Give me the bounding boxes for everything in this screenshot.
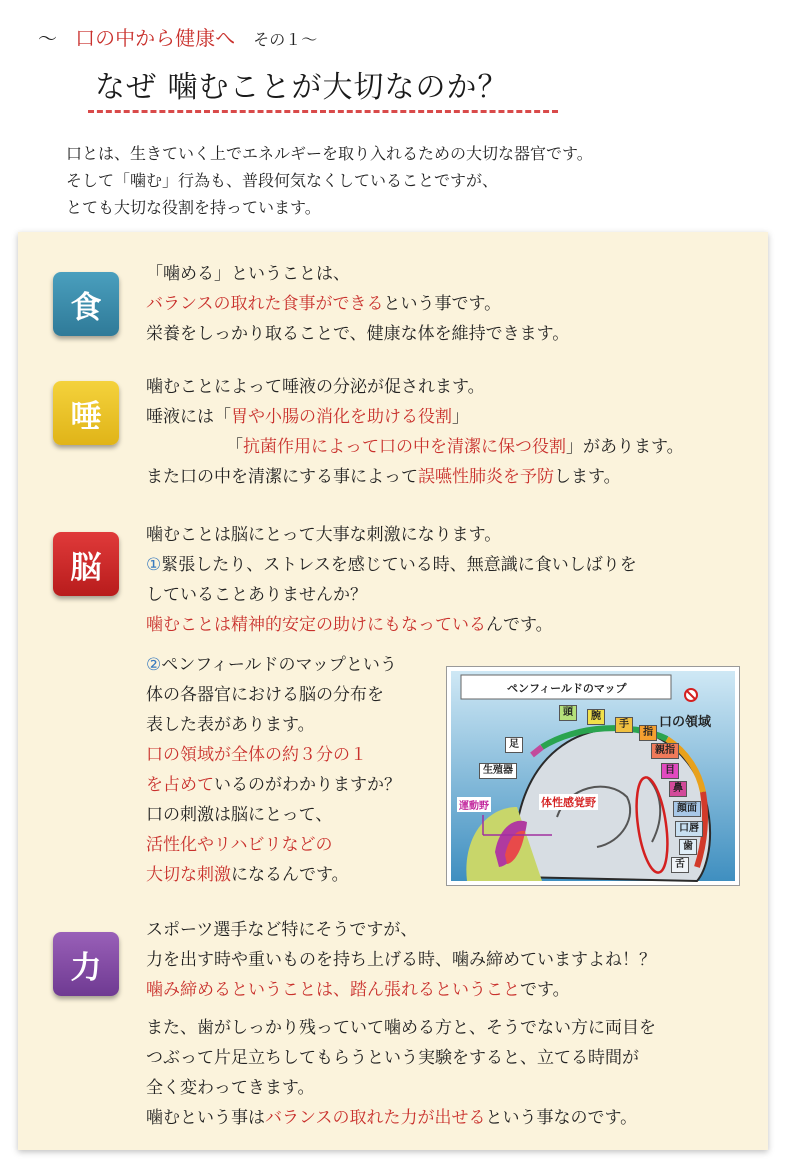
power-section-text: [146, 915, 656, 1005]
saliva-pre: 唾液には「: [146, 407, 231, 427]
intro-line: とても大切な役割を持っています。: [66, 198, 321, 217]
map-label: 口唇: [675, 821, 703, 837]
brain-line-rest: 緊張したり、ストレスを感じている時、無意識に食いしばりを: [161, 555, 637, 575]
map-label: 鼻: [669, 781, 687, 797]
power-line: つぶって片足立ちしてもらうという実験をすると、立てる時間が: [146, 1048, 639, 1068]
saliva-line: [146, 462, 684, 492]
power-highlight: バランスの取れた力が出せる: [265, 1108, 486, 1128]
brain-line: 体の各器官における脳の分布を: [146, 685, 384, 705]
brain-line: [146, 550, 637, 580]
brain-line: [146, 610, 637, 640]
map-label: 頭: [559, 705, 577, 721]
brain-line: [146, 770, 401, 800]
saliva-highlight: 抗菌作用によって口の中を清潔に保つ役割: [243, 437, 566, 457]
saliva-section-text: [146, 372, 684, 492]
brain-line-rest: ペンフィールドのマップという: [161, 655, 397, 675]
map-motor-area-label: 運動野: [457, 797, 491, 812]
brain-section-text: [146, 520, 637, 640]
brain-highlight: 活性化やリハビリなどの: [146, 835, 333, 855]
map-label: 舌: [671, 857, 689, 873]
eat-line: 栄養をしっかり取ることで、健康な体を維持できます。: [146, 324, 570, 344]
saliva-post: 」: [452, 407, 469, 427]
series-number: その１〜: [253, 30, 318, 49]
map-mouth-area-label: 口の領域: [659, 715, 712, 730]
circled-number: ①: [146, 555, 162, 575]
brain-highlight: 大切な刺激: [146, 865, 231, 885]
brain-line: [146, 860, 401, 890]
brain-highlight: を占めて: [146, 775, 214, 795]
power-line: また、歯がしっかり残っていて噛める方と、そうでない方に両目を: [146, 1018, 656, 1038]
brain-line: 表した表があります。: [146, 715, 315, 735]
map-label: 目: [661, 763, 679, 779]
brain-line: していることありませんか？: [146, 585, 367, 605]
power-line: スポーツ選手など特にそうですが、: [146, 920, 418, 940]
saliva-post: 」があります。: [566, 437, 684, 457]
series-heading: [38, 22, 317, 51]
map-label: 足: [505, 737, 523, 753]
map-label: 生殖器: [479, 763, 517, 779]
power-line: 全く変わってきます。: [146, 1078, 315, 1098]
power-post: という事なのです。: [485, 1108, 638, 1128]
intro-line: そして「噛む」行為も、普段何気なくしていることですが、: [66, 171, 499, 190]
eat-badge: 食: [53, 272, 119, 336]
power-badge: 力: [53, 932, 119, 996]
map-label: 親指: [651, 743, 679, 759]
map-title: ペンフィールドのマップ: [507, 682, 627, 695]
eat-line: [146, 289, 569, 319]
map-label: 歯: [679, 839, 697, 855]
power-experiment-text: [146, 1013, 656, 1133]
penfield-map-image: [446, 666, 740, 886]
penfield-explanation: [146, 650, 401, 890]
saliva-pre: 「: [226, 437, 243, 457]
saliva-line: 噛むことによって唾液の分泌が促されます。: [146, 377, 485, 397]
brain-highlight: 噛むことは精神的安定の助けにもなっている: [146, 615, 486, 635]
map-label: 顔面: [673, 801, 701, 817]
brain-highlight: 口の領域が全体の約３分の１: [146, 745, 367, 765]
map-label: 指: [639, 725, 657, 741]
power-post: です。: [520, 980, 570, 1000]
eat-line-rest: という事です。: [383, 294, 502, 314]
eat-highlight: バランスの取れた食事ができる: [146, 294, 384, 314]
power-line: [146, 975, 656, 1005]
saliva-line: [146, 402, 684, 432]
power-line: [146, 1103, 656, 1133]
brain-line: [146, 650, 401, 680]
intro-text: [66, 140, 593, 221]
saliva-highlight: 誤嚥性肺炎を予防: [418, 467, 554, 487]
brain-post: いるのがわかりますか？: [214, 775, 401, 795]
saliva-post: します。: [554, 467, 621, 487]
brain-post: になるんです。: [231, 865, 349, 885]
power-highlight: 噛み締めるということは、踏ん張れるということ: [146, 980, 520, 1000]
circled-number: ②: [146, 655, 162, 675]
saliva-badge: 唾: [53, 381, 119, 445]
intro-line: 口とは、生きていく上でエネルギーを取り入れるための大切な器官です。: [66, 144, 593, 163]
page-title: なぜ 噛むことが大切なのか？: [95, 70, 509, 105]
power-pre: 噛むという事は: [146, 1108, 265, 1128]
brain-line: 口の刺激は脳にとって、: [146, 805, 333, 825]
map-label: 腕: [587, 709, 605, 725]
title-underline: [88, 110, 558, 113]
eat-line: 「噛める」ということは、: [146, 264, 350, 284]
tilde-left: 〜: [38, 28, 58, 50]
map-label: 手: [615, 717, 633, 733]
brain-badge: 脳: [53, 532, 119, 596]
map-sensory-area-label: 体性感覚野: [541, 796, 596, 809]
power-line: 力を出す時や重いものを持ち上げる時、噛み締めていますよね！？: [146, 950, 656, 970]
saliva-pre: また口の中を清潔にする事によって: [146, 467, 418, 487]
saliva-line: [146, 432, 684, 462]
brain-line: 噛むことは脳にとって大事な刺激になります。: [146, 525, 502, 545]
series-title: 口の中から健康へ: [75, 26, 236, 50]
brain-post: んです。: [486, 615, 553, 635]
eat-section-text: [146, 259, 569, 349]
saliva-highlight: 胃や小腸の消化を助ける役割: [231, 407, 452, 427]
